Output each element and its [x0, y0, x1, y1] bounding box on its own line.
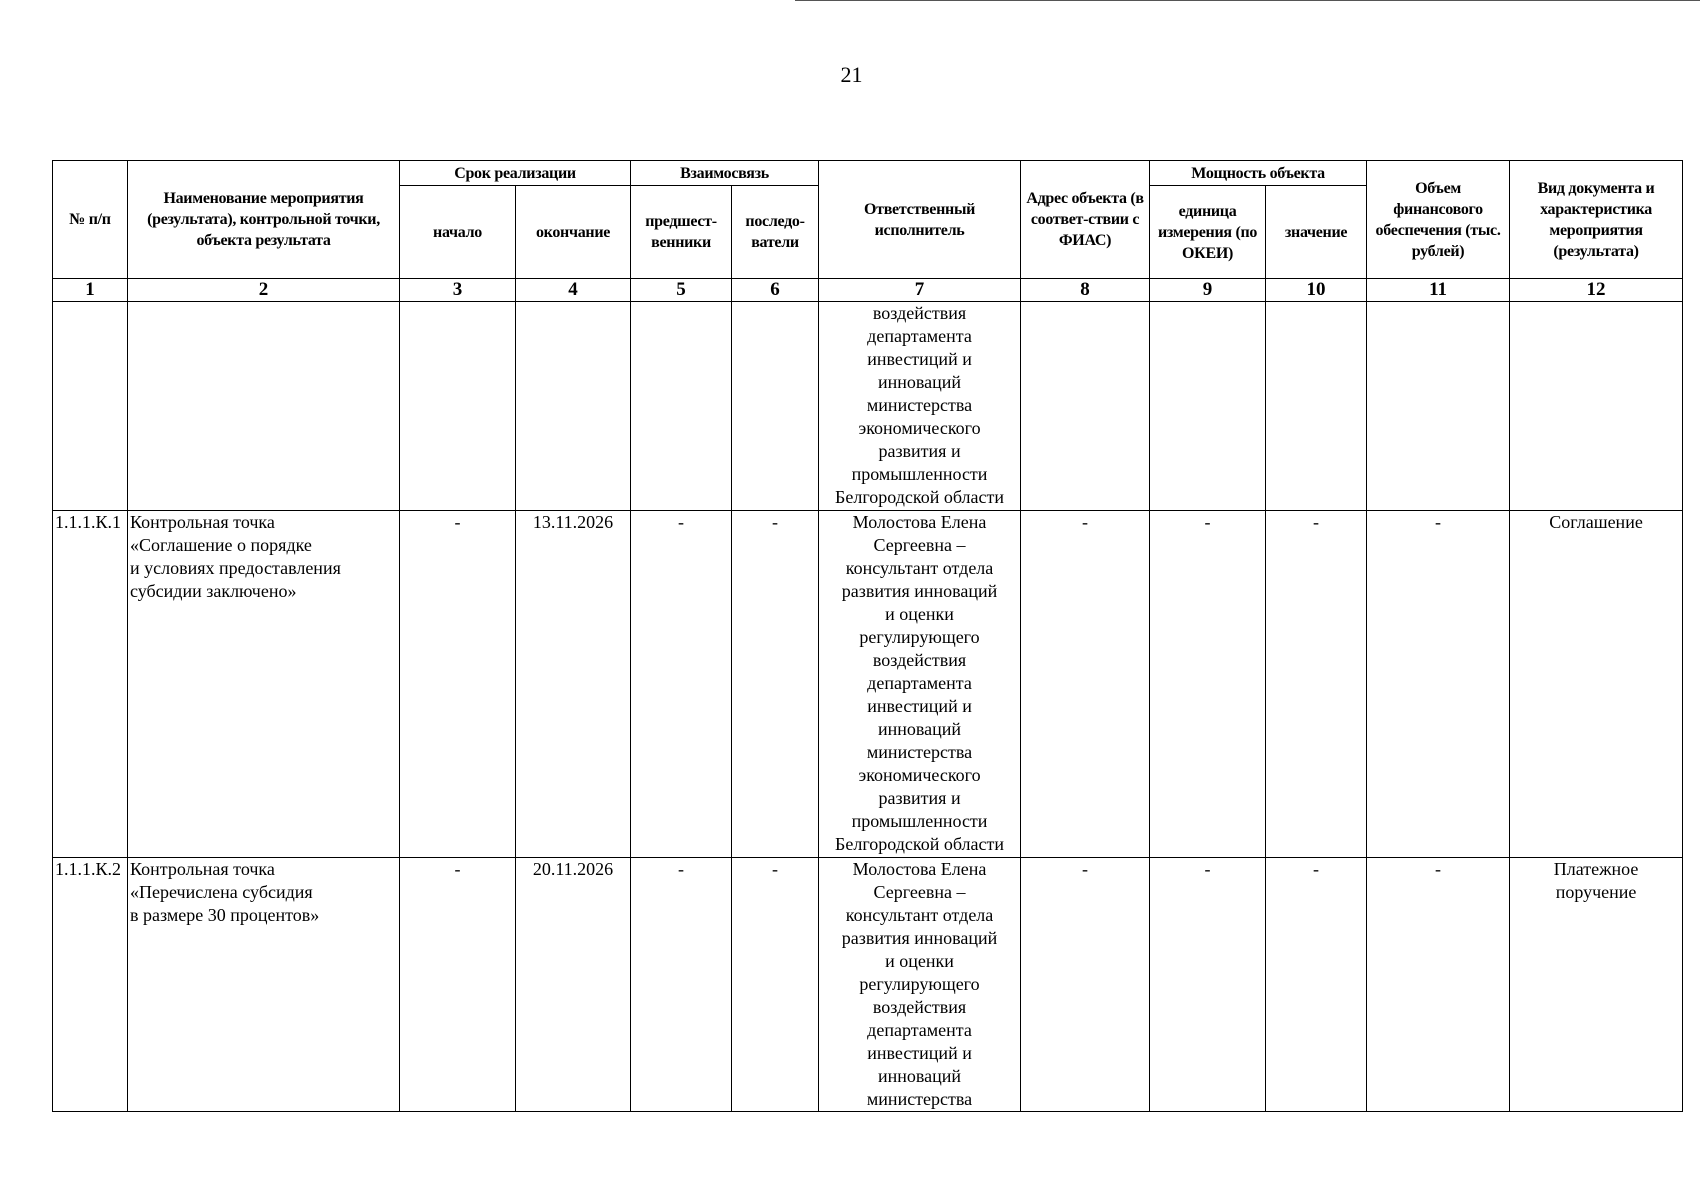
column-number: 2: [128, 279, 400, 302]
document-line: Платежное: [1553, 859, 1639, 879]
column-number: 8: [1021, 279, 1150, 302]
cell-pred: -: [631, 511, 732, 858]
cell-document: [1510, 858, 1683, 1112]
responsible-line: развития и: [878, 788, 961, 808]
column-number: 1: [53, 279, 128, 302]
cell-finance: -: [1367, 511, 1510, 858]
responsible-line: инвестиций и: [867, 349, 972, 369]
table-row: [53, 302, 1683, 511]
cell-name: [128, 302, 400, 511]
cell-address: [1021, 302, 1150, 511]
column-number: 9: [1150, 279, 1266, 302]
responsible-line: Белгородской области: [835, 834, 1005, 854]
responsible-line: Белгородской области: [835, 487, 1005, 507]
name-line: субсидии заключено»: [130, 581, 297, 601]
header-name: Наименование мероприятия (результата), контрольной точки, объекта результата: [128, 161, 400, 279]
responsible-line: инвестиций и: [867, 696, 972, 716]
header-finance: Объем финансового обеспечения (тыс. рублей): [1367, 161, 1510, 279]
table-row: [53, 511, 1683, 858]
responsible-line: развития и: [878, 441, 961, 461]
responsible-line: экономического: [858, 418, 981, 438]
cell-address: -: [1021, 858, 1150, 1112]
responsible-line: консультант отдела: [845, 905, 994, 925]
responsible-line: экономического: [858, 765, 981, 785]
plan-table: [52, 160, 1683, 1112]
responsible-line: промышленности: [851, 811, 988, 831]
responsible-line: консультант отдела: [845, 558, 994, 578]
cell-document: Соглашение: [1510, 511, 1683, 858]
column-number: 7: [819, 279, 1021, 302]
responsible-line: Молостова Елена: [852, 859, 987, 879]
column-number: 3: [400, 279, 516, 302]
cell-start: -: [400, 858, 516, 1112]
cell-succ: -: [732, 511, 819, 858]
responsible-line: министерства: [866, 742, 973, 762]
table-row: [53, 858, 1683, 1112]
cell-num: 1.1.1.К.1: [53, 511, 128, 858]
header-start: начало: [400, 186, 516, 279]
cell-name: [128, 511, 400, 858]
name-line: Контрольная точка: [130, 859, 275, 879]
responsible-line: развития инноваций: [841, 928, 998, 948]
responsible-line: регулирующего: [859, 974, 980, 994]
responsible-line: Сергеевна –: [873, 882, 966, 902]
header-unit: единица измерения (по ОКЕИ): [1150, 186, 1266, 279]
responsible-line: инноваций: [878, 1066, 962, 1086]
cell-start: [400, 302, 516, 511]
cell-finance: -: [1367, 858, 1510, 1112]
header-address: Адрес объекта (в соответ-ствии с ФИАС): [1021, 161, 1150, 279]
column-number: 4: [516, 279, 631, 302]
column-number: 12: [1510, 279, 1683, 302]
cell-unit: -: [1150, 511, 1266, 858]
responsible-line: воздействия: [872, 997, 967, 1017]
name-line: «Перечислена субсидия: [130, 882, 313, 902]
header-link-group: Взаимосвязь: [631, 161, 819, 186]
cell-num: 1.1.1.К.2: [53, 858, 128, 1112]
cell-num: [53, 302, 128, 511]
page-number: 21: [840, 62, 863, 87]
name-line: Контрольная точка: [130, 512, 275, 532]
cell-responsible: [819, 858, 1021, 1112]
cell-pred: [631, 302, 732, 511]
column-number: 10: [1266, 279, 1367, 302]
responsible-line: инноваций: [878, 372, 962, 392]
responsible-line: министерства: [866, 1089, 973, 1109]
responsible-line: воздействия: [872, 650, 967, 670]
cell-finance: [1367, 302, 1510, 511]
responsible-line: департамента: [867, 1020, 972, 1040]
column-number: 5: [631, 279, 732, 302]
header-value: значение: [1266, 186, 1367, 279]
header-predecessors: предшест-венники: [631, 186, 732, 279]
cell-name: [128, 858, 400, 1112]
header-row-1: [53, 161, 1683, 186]
cell-document: [1510, 302, 1683, 511]
cell-value: -: [1266, 511, 1367, 858]
responsible-line: развития инноваций: [841, 581, 998, 601]
cell-end: 20.11.2026: [516, 858, 631, 1112]
responsible-line: инноваций: [878, 719, 962, 739]
responsible-line: инвестиций и: [867, 1043, 972, 1063]
header-successors: последо-ватели: [732, 186, 819, 279]
responsible-line: Молостова Елена: [852, 512, 987, 532]
responsible-line: министерства: [866, 395, 973, 415]
header-responsible: Ответственный исполнитель: [819, 161, 1021, 279]
cell-value: -: [1266, 858, 1367, 1112]
cell-start: -: [400, 511, 516, 858]
name-line: «Соглашение о порядке: [130, 535, 312, 555]
header-end: окончание: [516, 186, 631, 279]
cell-end: [516, 302, 631, 511]
cell-responsible: [819, 511, 1021, 858]
document-line: поручение: [1555, 882, 1637, 902]
cell-unit: [1150, 302, 1266, 511]
cell-succ: [732, 302, 819, 511]
top-rule: [795, 0, 1700, 1]
cell-unit: -: [1150, 858, 1266, 1112]
header-num: № п/п: [53, 161, 128, 279]
responsible-line: промышленности: [851, 464, 988, 484]
cell-address: -: [1021, 511, 1150, 858]
cell-value: [1266, 302, 1367, 511]
header-capacity-group: Мощность объекта: [1150, 161, 1367, 186]
responsible-line: воздействия: [872, 303, 967, 323]
name-line: и условиях предоставления: [130, 558, 341, 578]
header-document: Вид документа и характеристика мероприятия (результата): [1510, 161, 1683, 279]
cell-responsible: [819, 302, 1021, 511]
responsible-line: и оценки: [885, 951, 954, 971]
responsible-line: департамента: [867, 326, 972, 346]
responsible-line: регулирующего: [859, 627, 980, 647]
responsible-line: Сергеевна –: [873, 535, 966, 555]
column-number: 11: [1367, 279, 1510, 302]
name-line: в размере 30 процентов»: [130, 905, 320, 925]
header-term-group: Срок реализации: [400, 161, 631, 186]
cell-end: 13.11.2026: [516, 511, 631, 858]
responsible-line: и оценки: [885, 604, 954, 624]
cell-pred: -: [631, 858, 732, 1112]
cell-succ: -: [732, 858, 819, 1112]
responsible-line: департамента: [867, 673, 972, 693]
column-number: 6: [732, 279, 819, 302]
column-number-row: [53, 279, 1683, 302]
